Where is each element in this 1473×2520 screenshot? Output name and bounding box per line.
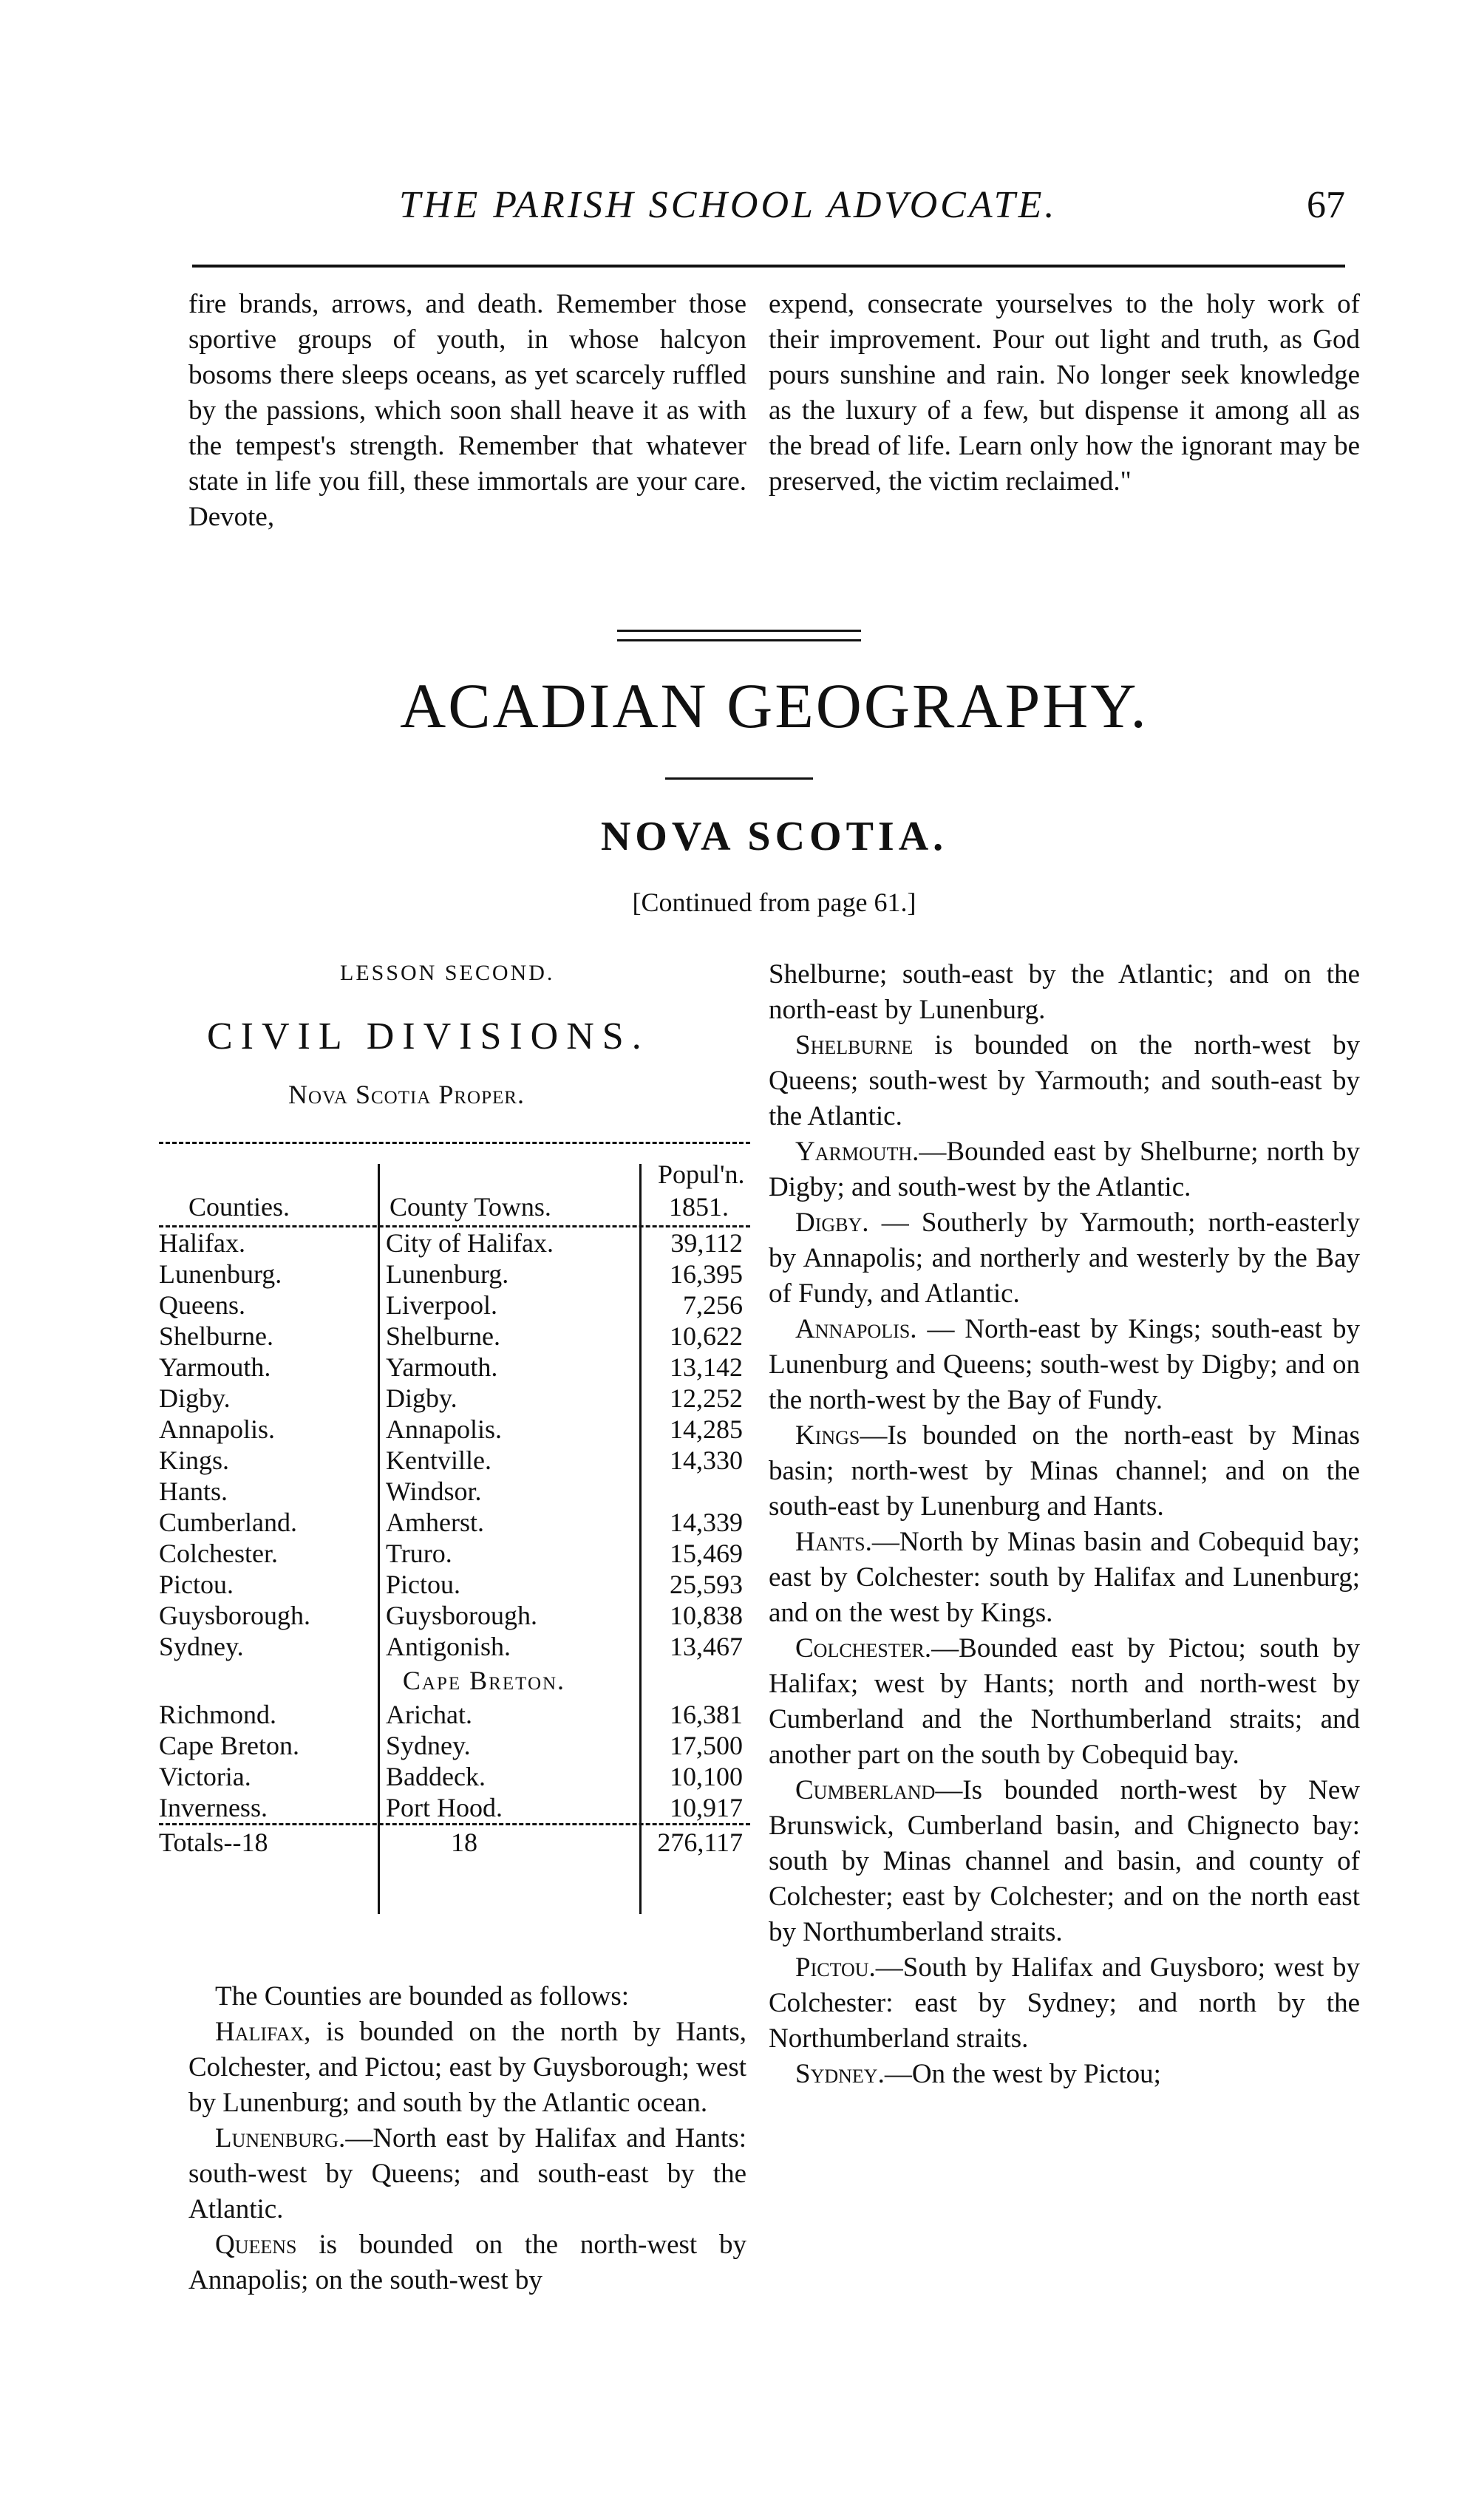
boundary-text: —On the west by Pictou; [884,2059,1161,2089]
cell-pop: 14,339 [670,1508,743,1537]
cell-town: Kentville. [386,1445,491,1475]
boundaries-right-column [769,957,1360,2092]
cell-town: Port Hood. [386,1793,503,1822]
table-row [159,1761,750,1792]
cell-town: Annapolis. [386,1414,502,1444]
totals-population: 276,117 [657,1828,743,1857]
cell-town: Amherst. [386,1508,484,1537]
table-row [159,1792,750,1823]
table-row [159,1699,750,1730]
cell-pop: 16,381 [670,1700,743,1729]
page-number: 67 [1307,184,1345,226]
cell-town: Antigonish. [386,1632,511,1661]
cell-pop: 25,593 [670,1570,743,1599]
cell-county: Kings. [159,1445,230,1475]
cell-county: Shelburne. [159,1321,273,1351]
lesson-heading: LESSON SECOND. [340,961,555,985]
boundary-text: — North-east by Kings; south-east by Lunenburg and Queens; south-west by Digby; and on the north-west by the Bay of Fundy. [769,1314,1360,1415]
cell-county: Digby. [159,1383,231,1413]
table-header [159,1144,750,1225]
boundaries-intro: The Counties are bounded as follows: [215,1981,630,2012]
column-divider-right [639,1164,642,1914]
table-row [159,1383,750,1414]
cell-town: Windsor. [386,1477,482,1506]
table-row [159,1569,750,1600]
boundary-entry [188,2227,746,2298]
boundary-text: is bounded on the north-west by Annapolis; on the south-west by [188,2230,746,2295]
table-row [159,1476,750,1507]
boundary-entry [769,1950,1360,2057]
boundary-county-name: Lunenburg. [215,2123,346,2153]
table-body-proper [159,1227,750,1662]
running-head [192,183,1345,242]
cell-pop: 15,469 [670,1539,743,1568]
intro-left-column [188,287,746,535]
boundary-entry [769,1773,1360,1950]
boundary-text: —North east by Halifax and Hants: south-west by Queens; and south-east by the Atlantic. [188,2123,746,2224]
cell-county: Richmond. [159,1700,276,1729]
cell-town: Pictou. [386,1570,461,1599]
article-title: ACADIAN GEOGRAPHY. [400,670,1149,741]
cell-county: Inverness. [159,1793,268,1822]
cell-county: Lunenburg. [159,1259,282,1289]
boundary-entry [769,2057,1360,2092]
cell-pop: 10,100 [670,1762,743,1791]
cell-county: Hants. [159,1477,228,1506]
table-row [159,1414,750,1445]
cell-town: Liverpool. [386,1290,497,1320]
cell-county: Cape Breton. [159,1731,299,1760]
boundary-entry [769,1312,1360,1418]
table-row [159,1445,750,1476]
cell-county: Annapolis. [159,1414,275,1444]
cell-pop: 14,285 [670,1414,743,1444]
header-counties: Counties. [188,1192,290,1222]
boundary-county-name: Pictou. [795,1952,876,1983]
boundary-county-name: Digby. [795,1208,869,1238]
cell-town: Guysborough. [386,1601,537,1630]
header-towns: County Towns. [389,1192,551,1222]
cell-pop: 13,142 [670,1352,743,1382]
cell-pop: 16,395 [670,1259,743,1289]
cell-town: Yarmouth. [386,1352,498,1382]
cell-pop: 14,330 [670,1445,743,1475]
table-row [159,1321,750,1352]
boundary-entry [769,1134,1360,1205]
cell-town: Sydney. [386,1731,471,1760]
intro-right-text: expend, consecrate yourselves to the holy work of their improvement. Pour out light and truth, as God pours sunshine and rain. No longer seek knowledge as the luxury of a few, but dispense it among all as the bread of life. Learn only how the ignorant may be preserved, the victim reclaimed." [769,289,1360,497]
boundary-text: —Is bounded north-west by New Brunswick, Cumberland basin, and Chignecto bay: south by Minas channel and basin, and county of Colchester; east by Colchester; and on the north east by Northumberland straits. [769,1775,1360,1947]
cell-pop: 10,622 [670,1321,743,1351]
title-rule [665,777,813,780]
table-row [159,1538,750,1569]
cell-town: Truro. [386,1539,452,1568]
cell-county: Halifax. [159,1228,245,1258]
cell-town: Shelburne. [386,1321,500,1351]
boundary-county-name: Sydney. [795,2059,885,2089]
boundary-county-name: Yarmouth. [795,1137,919,1167]
boundary-text: is bounded on the north-west by Queens; south-west by Yarmouth; and south-east by the Atlantic. [769,1030,1360,1131]
table-row [159,1290,750,1321]
cell-county: Queens. [159,1290,245,1320]
boundary-text: —South by Halifax and Guysboro; west by Colchester: east by Sydney; and north by the Northumberland straits. [769,1952,1360,2054]
cell-county: Victoria. [159,1762,251,1791]
boundary-entry [188,2121,746,2227]
cell-town: Digby. [386,1383,457,1413]
boundary-entry [769,1205,1360,1312]
cell-pop: 12,252 [670,1383,743,1413]
boundary-entry [188,2015,746,2121]
totals-towns: 18 [451,1828,477,1857]
cell-county: Pictou. [159,1570,234,1599]
section-title: NOVA SCOTIA. [600,814,948,859]
boundary-text: is bounded on the north by Hants, Colchester, and Pictou; east by Guysborough; west by Lunenburg; and south by the Atlantic ocean. [188,2017,746,2118]
cell-town: Baddeck. [386,1762,486,1791]
cell-town: City of Halifax. [386,1228,554,1258]
cell-county: Cumberland. [159,1508,297,1537]
cell-county: Guysborough. [159,1601,310,1630]
table-row [159,1631,750,1662]
boundary-county-name: Halifax, [215,2017,311,2047]
table-row [159,1507,750,1538]
cell-county: Colchester. [159,1539,278,1568]
intro-left-text: fire brands, arrows, and death. Remember those sportive groups of youth, in whose halcyon bosoms there sleeps oceans, as yet scarcely ruffled by the passions, which soon shall heave it as with the tempest's strength. Remember that whatever state in life you fill, these immortals are your care. Devote, [188,289,746,532]
boundary-text: —Bounded east by Shelburne; north by Digby; and south-west by the Atlantic. [769,1137,1360,1202]
column-divider-left [378,1164,380,1914]
cell-pop: 10,838 [670,1601,743,1630]
cell-pop: 7,256 [683,1290,743,1320]
totals-label: Totals--18 [159,1828,268,1857]
cell-town: Lunenburg. [386,1259,509,1289]
boundary-county-name: Annapolis. [795,1314,917,1344]
table-heading: Nova Scotia Proper. [288,1080,525,1109]
boundary-text: —Is bounded on the north-east by Minas basin; north-west by Minas channel; and on the south-east by Lunenburg and Hants. [769,1420,1360,1522]
section-divider [617,630,861,641]
boundary-text: —Bounded east by Pictou; south by Halifax; west by Hants; north and north-west by Cumberland and the Northumberland straits; and another part on the south by Cobequid bay. [769,1633,1360,1770]
table-row [159,1730,750,1761]
cell-pop: 13,467 [670,1632,743,1661]
cell-pop: 10,917 [670,1793,743,1822]
boundaries-left-list [188,2015,746,2298]
table-body-cape [159,1699,750,1823]
boundary-county-name: Shelburne [795,1030,914,1060]
boundary-text: — Southerly by Yarmouth; north-easterly by Annapolis; and northerly and westerly by the Bay of Fundy, and Atlantic. [769,1208,1360,1309]
table-row [159,1352,750,1383]
cell-pop: 17,500 [670,1731,743,1760]
header-rule [192,265,1345,268]
journal-title: THE PARISH SCHOOL ADVOCATE. [399,184,1058,226]
cape-breton-heading: Cape Breton. [402,1666,566,1695]
boundary-entry [769,1418,1360,1525]
table-row [159,1259,750,1290]
cell-pop: 39,112 [670,1228,743,1258]
header-population: Popul'n. [658,1159,745,1189]
counties-table [159,1142,750,1859]
boundary-entry [769,1028,1360,1134]
cell-county: Yarmouth. [159,1352,271,1382]
boundaries-right-list [769,1028,1360,2092]
boundaries-left-column [188,1979,746,2298]
cell-county: Sydney. [159,1632,244,1661]
boundary-county-name: Cumberland [795,1775,936,1805]
intro-right-column [769,287,1360,500]
boundary-county-name: Hants. [795,1527,872,1557]
header-year: 1851. [669,1192,729,1222]
cell-town: Arichat. [386,1700,472,1729]
civil-divisions-heading: CIVIL DIVISIONS. [207,1015,650,1058]
boundary-text: —North by Minas basin and Cobequid bay; east by Colchester: south by Halifax and Lunenburg; and on the west by Kings. [769,1527,1360,1628]
boundary-county-name: Kings [795,1420,860,1451]
boundary-entry [769,1631,1360,1773]
boundary-entry [769,1525,1360,1631]
continued-note: [Continued from page 61.] [632,888,916,917]
boundary-county-name: Colchester. [795,1633,932,1663]
queens-continuation: Shelburne; south-east by the Atlantic; and on the north-east by Lunenburg. [769,959,1360,1025]
table-row [159,1227,750,1259]
boundary-county-name: Queens [215,2230,297,2260]
table-row [159,1600,750,1631]
totals-row [159,1825,750,1859]
